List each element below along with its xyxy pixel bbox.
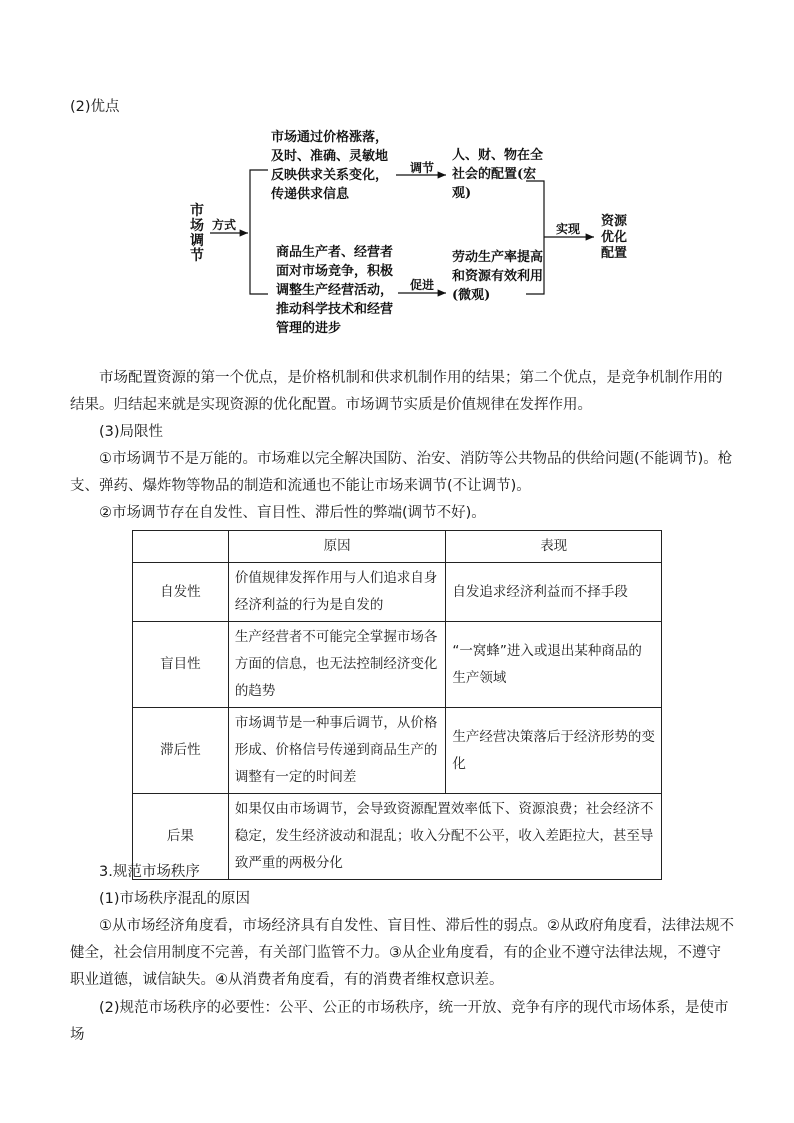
diagram-subject: 市场调节: [190, 203, 204, 264]
final-result-text: 资源优化配置: [601, 214, 628, 261]
bottom-box-text: 商品生产者、经营者面对市场竞争，积极调整生产经营活动，推动科学技术和经营管理的进步: [276, 245, 394, 336]
row-name: 滞后性: [133, 708, 229, 794]
row-effect: “一窝蜂”进入或退出某种商品的生产领域: [446, 622, 662, 708]
limit-paragraph-1: ①市场调节不是万能的。市场难以完全解决国防、治安、消防等公共物品的供给问题(不能调节)。枪支、弹药、爆炸物等物品的制造和流通也不能让市场来调节(不让调节)。: [70, 451, 733, 494]
consequence-label: 后果: [133, 794, 229, 880]
subsection-1-title: (1)市场秩序混乱的原因: [99, 891, 251, 907]
consequence-text: 如果仅由市场调节，会导致资源配置效率低下、资源浪费；社会经济不稳定，发生经济波动和混乱；收入分配不公平，收入差距拉大，甚至导致严重的两极分化: [228, 794, 661, 880]
section-3-title: 3.规范市场秩序: [99, 864, 200, 880]
row-effect: 自发追求经济利益而不择手段: [446, 563, 662, 622]
table-row: [133, 622, 662, 708]
limit-paragraph-2: ②市场调节存在自发性、盲目性、滞后性的弊端(调节不好)。: [99, 505, 486, 521]
bottom-result-text: 劳动生产率提高和资源有效利用(微观): [452, 250, 544, 303]
regulate-label: 调节: [410, 161, 435, 175]
row-cause: 生产经营者不可能完全掌握市场各方面的信息，也无法控制经济变化的趋势: [228, 622, 446, 708]
row-cause: 市场调节是一种事后调节，从价格形成、价格信号传递到商品生产的调整有一定的时间差: [228, 708, 446, 794]
left-bracket: [250, 170, 268, 294]
top-result-text: 人、财、物在全社会的配置(宏观): [452, 148, 544, 201]
table-row-consequence: [133, 794, 662, 880]
promote-label: 促进: [410, 278, 435, 292]
row-name: 盲目性: [133, 622, 229, 708]
method-label: 方式: [212, 218, 237, 232]
subsection-1-paragraph: ①从市场经济角度看，市场经济具有自发性、盲目性、滞后性的弱点。②从政府角度看，法律法规不健全，社会信用制度不完善，有关部门监管不力。③从企业角度看，有的企业不遵守法律法规，不遵守职业道德，诚信缺失。④从消费者角度看，有的消费者维权意识差。: [70, 918, 734, 988]
heading-advantages: (2)优点: [70, 99, 120, 115]
table-header-cell: [133, 531, 229, 563]
subsection-2-paragraph: (2)规范市场秩序的必要性：公平、公正的市场秩序，统一开放、竞争有序的现代市场体系，是使市场: [70, 1000, 729, 1043]
table-header-cell: 原因: [228, 531, 446, 563]
limitations-table: [132, 530, 662, 880]
row-name: 自发性: [133, 563, 229, 622]
table-row: [133, 563, 662, 622]
top-box-text: 市场通过价格涨落，及时、准确、灵敏地反映供求关系变化，传递供求信息: [271, 130, 389, 202]
realize-label: 实现: [556, 222, 581, 236]
row-cause: 价值规律发挥作用与人们追求自身经济利益的行为是自发的: [228, 563, 446, 622]
heading-limits: (3)局限性: [99, 424, 164, 440]
row-effect: 生产经营决策落后于经济形势的变化: [446, 708, 662, 794]
table-row: [133, 708, 662, 794]
advantage-paragraph: 市场配置资源的第一个优点，是价格机制和供求机制作用的结果；第二个优点，是竞争机制作用的结果。归结起来就是实现资源的优化配置。市场调节实质是价值规律在发挥作用。: [70, 370, 723, 413]
table-header-row: [133, 531, 662, 563]
table-header-cell: 表现: [446, 531, 662, 563]
